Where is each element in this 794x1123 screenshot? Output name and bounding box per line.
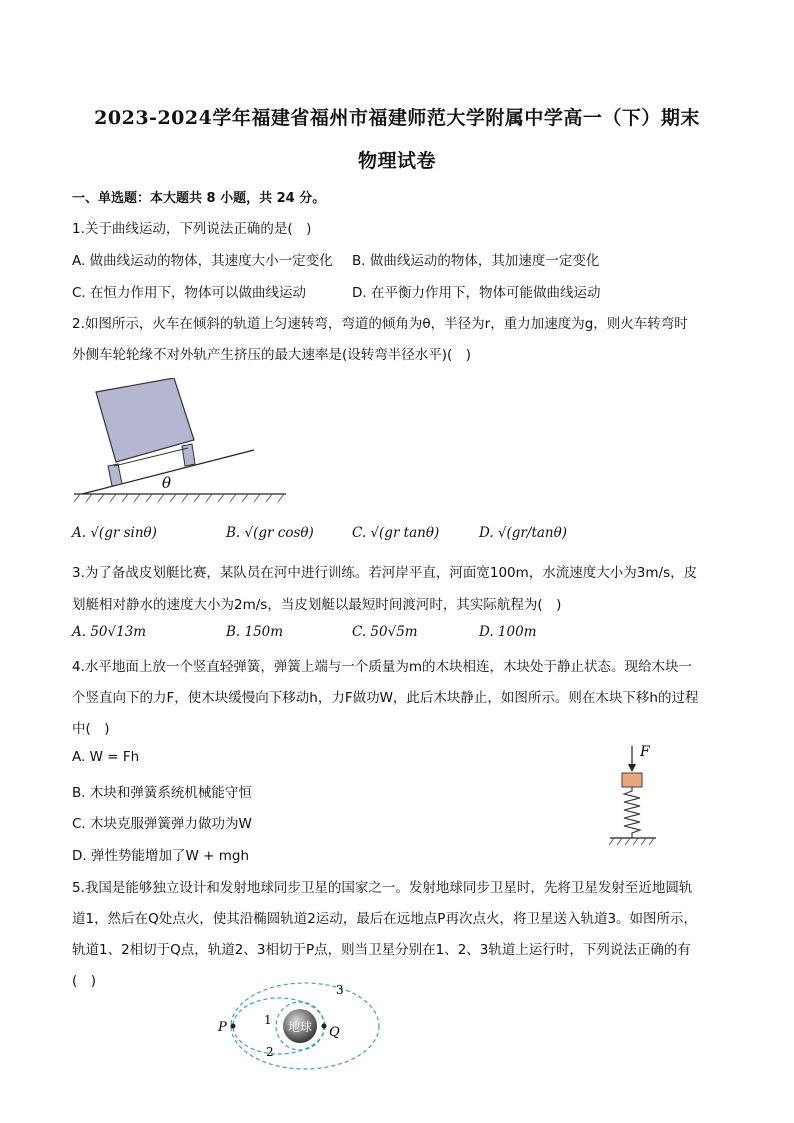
q4-stem-line1: 4.水平地面上放一个竖直轻弹簧，弹簧上端与一个质量为m的木块相连，木块处于静止状态。现给木块一 — [72, 659, 693, 675]
q2-stem-line1: 2.如图所示，火车在倾斜的轨道上匀速转弯，弯道的倾角为θ，半径为r，重力加速度为g，则火车转弯时 — [72, 316, 688, 332]
satellite-orbits-figure — [210, 978, 390, 1078]
q3-stem-line2: 划艇相对静水的速度大小为2m/s，当皮划艇以最短时间渡河时，其实际航程为( ) — [72, 597, 562, 613]
orbit-1-label: 1 — [264, 1013, 272, 1027]
spring-block-figure — [600, 742, 670, 852]
point-q — [322, 1024, 327, 1029]
q4-stem-line3: 中( ) — [72, 721, 110, 737]
p-label: P — [218, 1020, 227, 1035]
section-heading: 一、单选题：本大题共 8 小题，共 24 分。 — [72, 191, 326, 206]
q4-option-c: C. 木块克服弹簧弹力做功为W — [72, 816, 252, 832]
q2-option-d: D. √(gr/tanθ) — [479, 525, 568, 541]
exam-title-line2: 物理试卷 — [357, 150, 436, 172]
orbit-3-label: 3 — [336, 983, 344, 997]
q3-option-d: D. 100m — [479, 624, 537, 640]
q1-option-a: A. 做曲线运动的物体，其速度大小一定变化 — [72, 253, 333, 269]
q4-stem-line2: 个竖直向下的力F，使木块缓慢向下移动h，力F做功W，此后木块静止，如图所示。则在木块下移h的过程 — [72, 690, 699, 706]
point-p — [231, 1024, 236, 1029]
train-on-banked-track-figure — [70, 378, 290, 510]
q-label: Q — [329, 1025, 340, 1040]
exam-title-line1: 2023-2024学年福建省福州市福建师范大学附属中学高一（下）期末 — [94, 107, 700, 129]
earth-label: 地球 — [287, 1020, 313, 1034]
q4-option-d: D. 弹性势能增加了W + mgh — [72, 848, 249, 864]
q3-stem-line1: 3.为了备战皮划艇比赛，某队员在河中进行训练。若河岸平直，河面宽100m，水流速度大小为3m/s，皮 — [72, 565, 698, 581]
q2-option-b: B. √(gr cosθ) — [226, 525, 314, 541]
q4-option-b: B. 木块和弹簧系统机械能守恒 — [72, 785, 252, 801]
q3-option-c: C. 50√5m — [352, 624, 418, 640]
q4-option-a: A. W = Fh — [72, 749, 140, 765]
q5-stem-line3: 轨道1、2相切于Q点，轨道2、3相切于P点，则当卫星分别在1、2、3轨道上运行时，下列说法正确的有 — [72, 942, 691, 958]
q3-option-a: A. 50√13m — [72, 624, 147, 640]
q1-option-b: B. 做曲线运动的物体，其加速度一定变化 — [352, 253, 600, 269]
q5-stem-line4: ( ) — [72, 973, 97, 989]
q1-option-d: D. 在平衡力作用下，物体可能做曲线运动 — [352, 285, 601, 301]
q5-stem-line1: 5.我国是能够独立设计和发射地球同步卫星的国家之一。发射地球同步卫星时，先将卫星发射至近地圆轨 — [72, 880, 693, 896]
orbit-2-label: 2 — [266, 1045, 274, 1059]
force-label: F — [640, 744, 650, 760]
q1-stem: 1.关于曲线运动，下列说法正确的是( ) — [72, 221, 312, 237]
q2-option-a: A. √(gr sinθ) — [72, 525, 157, 541]
q1-option-c: C. 在恒力作用下，物体可以做曲线运动 — [72, 285, 307, 301]
q3-option-b: B. 150m — [226, 624, 284, 640]
q2-stem-line2: 外侧车轮轮缘不对外轨产生挤压的最大速率是(设转弯半径水平)( ) — [72, 347, 472, 363]
q2-option-c: C. √(gr tanθ) — [352, 525, 440, 541]
q5-stem-line2: 道1，然后在Q处点火，使其沿椭圆轨道2运动，最后在远地点P再次点火，将卫星送入轨道3。如图所示， — [72, 911, 698, 927]
theta-label: θ — [162, 474, 172, 492]
